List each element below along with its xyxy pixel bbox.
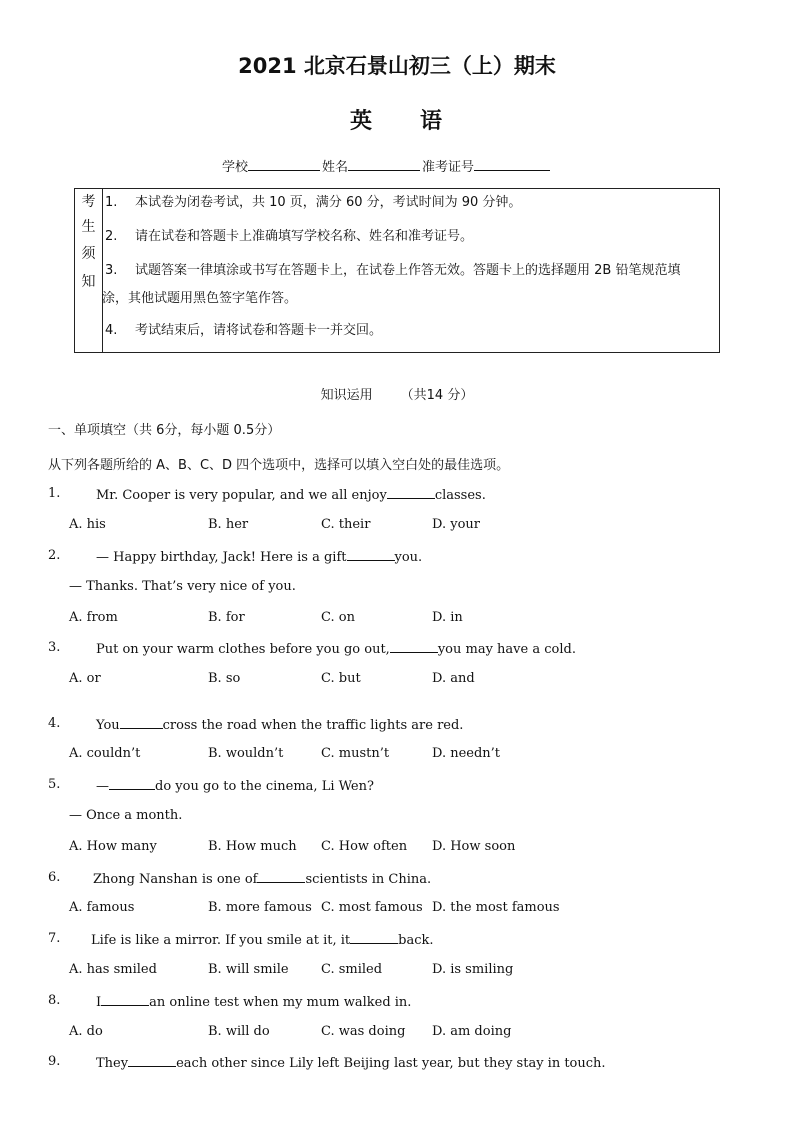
answer-option[interactable]: D. How soon bbox=[432, 839, 516, 854]
answer-option[interactable]: C. most famous bbox=[321, 900, 423, 915]
subject-char-1: 英 bbox=[349, 109, 374, 134]
question-number: 5. bbox=[48, 777, 61, 792]
question-stem: — Happy birthday, Jack! Here is a gift you. bbox=[96, 550, 423, 565]
question-stem: You cross the road when the traffic lights are red. bbox=[96, 718, 464, 733]
exam-id-label: 准考证号 bbox=[422, 160, 475, 175]
answer-option[interactable]: B. for bbox=[208, 610, 245, 625]
answer-option[interactable]: C. on bbox=[321, 610, 355, 625]
answer-blank bbox=[387, 486, 435, 499]
question-number: 2. bbox=[48, 548, 61, 563]
answer-option[interactable]: A. famous bbox=[69, 900, 135, 915]
instruction: 从下列各题所给的 A、B、C、D 四个选项中，选择可以填入空白处的最佳选项。 bbox=[48, 458, 510, 473]
answer-option[interactable]: D. needn’t bbox=[432, 746, 501, 761]
answer-option[interactable]: A. do bbox=[69, 1024, 103, 1039]
answer-blank bbox=[347, 548, 395, 561]
question-number: 9. bbox=[48, 1054, 61, 1069]
answer-option[interactable]: D. the most famous bbox=[432, 900, 560, 915]
answer-option[interactable]: C. their bbox=[321, 517, 371, 532]
question-stem: Life is like a mirror. If you smile at it, it back. bbox=[91, 933, 434, 948]
answer-option[interactable]: C. How often bbox=[321, 839, 408, 854]
answer-option[interactable]: B. How much bbox=[208, 839, 297, 854]
notice-label-char: 知 bbox=[81, 274, 96, 290]
student-info-row bbox=[222, 156, 552, 175]
answer-option[interactable]: A. from bbox=[69, 610, 118, 625]
answer-option[interactable]: B. will do bbox=[208, 1024, 270, 1039]
answer-option[interactable]: A. his bbox=[69, 517, 106, 532]
name-label: 姓名 bbox=[322, 160, 349, 175]
question-number: 6. bbox=[48, 870, 61, 885]
answer-option[interactable]: A. couldn’t bbox=[69, 746, 141, 761]
notice-label-column bbox=[75, 189, 103, 352]
question-stem: I an online test when my mum walked in. bbox=[96, 995, 412, 1010]
question-reply: — Once a month. bbox=[69, 808, 183, 823]
question-number: 3. bbox=[48, 640, 61, 655]
answer-blank bbox=[350, 931, 398, 944]
answer-option[interactable]: C. mustn’t bbox=[321, 746, 390, 761]
answer-option[interactable]: D. your bbox=[432, 517, 480, 532]
notice-label-char: 须 bbox=[81, 246, 96, 262]
answer-option[interactable]: D. am doing bbox=[432, 1024, 512, 1039]
answer-option[interactable]: D. in bbox=[432, 610, 463, 625]
answer-blank bbox=[390, 640, 438, 653]
section-name: 知识运用 bbox=[320, 388, 373, 403]
part-title: 一、单项填空（共 6分，每小题 0.5分） bbox=[48, 423, 281, 438]
answer-option[interactable]: D. is smiling bbox=[432, 962, 514, 977]
notice-label-char: 生 bbox=[81, 219, 96, 235]
question-stem: Zhong Nanshan is one of scientists in China. bbox=[93, 872, 432, 887]
answer-blank bbox=[257, 870, 305, 883]
section-title bbox=[0, 384, 794, 403]
notice-label-char: 考 bbox=[81, 194, 96, 210]
question-number: 1. bbox=[48, 486, 61, 501]
page-title: 2021 北京石景山初三（上）期末 bbox=[238, 54, 556, 78]
answer-option[interactable]: B. so bbox=[208, 671, 241, 686]
name-blank[interactable] bbox=[348, 157, 420, 171]
question-number: 8. bbox=[48, 993, 61, 1008]
subject-char-2: 语 bbox=[420, 109, 445, 134]
answer-option[interactable]: A. has smiled bbox=[69, 962, 157, 977]
question-stem: Put on your warm clothes before you go out, you may have a cold. bbox=[96, 642, 576, 657]
answer-option[interactable]: D. and bbox=[432, 671, 475, 686]
question-reply: — Thanks. That’s very nice of you. bbox=[69, 579, 296, 594]
exam-id-blank[interactable] bbox=[474, 157, 550, 171]
school-label: 学校 bbox=[222, 160, 249, 175]
question-stem: They each other since Lily left Beijing last year, but they stay in touch. bbox=[96, 1056, 606, 1071]
answer-option[interactable]: C. was doing bbox=[321, 1024, 406, 1039]
exam-notice-box bbox=[74, 188, 720, 353]
notice-item-continued: 涂，其他试题用黑色签字笔作答。 bbox=[102, 291, 298, 306]
question-number: 4. bbox=[48, 716, 61, 731]
answer-blank bbox=[128, 1054, 176, 1067]
question-stem: Mr. Cooper is very popular, and we all enjoy classes. bbox=[96, 488, 486, 503]
answer-option[interactable]: A. or bbox=[69, 671, 101, 686]
school-blank[interactable] bbox=[248, 157, 320, 171]
answer-option[interactable]: C. smiled bbox=[321, 962, 383, 977]
answer-option[interactable]: A. How many bbox=[69, 839, 157, 854]
question-stem: — do you go to the cinema, Li Wen? bbox=[96, 779, 374, 794]
answer-blank bbox=[109, 777, 155, 790]
notice-item: 1. 本试卷为闭卷考试，共 10 页，满分 60 分，考试时间为 90 分钟。 bbox=[105, 195, 522, 210]
subject-heading bbox=[0, 104, 794, 135]
notice-item: 4. 考试结束后，请将试卷和答题卡一并交回。 bbox=[105, 323, 383, 338]
notice-item: 2. 请在试卷和答题卡上准确填写学校名称、姓名和准考证号。 bbox=[105, 229, 474, 244]
answer-option[interactable]: C. but bbox=[321, 671, 361, 686]
answer-option[interactable]: B. more famous bbox=[208, 900, 312, 915]
answer-option[interactable]: B. her bbox=[208, 517, 249, 532]
question-number: 7. bbox=[48, 931, 61, 946]
notice-item: 3. 试题答案一律填涂或书写在答题卡上，在试卷上作答无效。答题卡上的选择题用 2B 铅笔规范填 bbox=[105, 263, 681, 278]
answer-blank bbox=[101, 993, 149, 1006]
section-score: （共14 分） bbox=[400, 388, 474, 403]
answer-blank bbox=[120, 716, 163, 729]
answer-option[interactable]: B. wouldn’t bbox=[208, 746, 284, 761]
answer-option[interactable]: B. will smile bbox=[208, 962, 289, 977]
